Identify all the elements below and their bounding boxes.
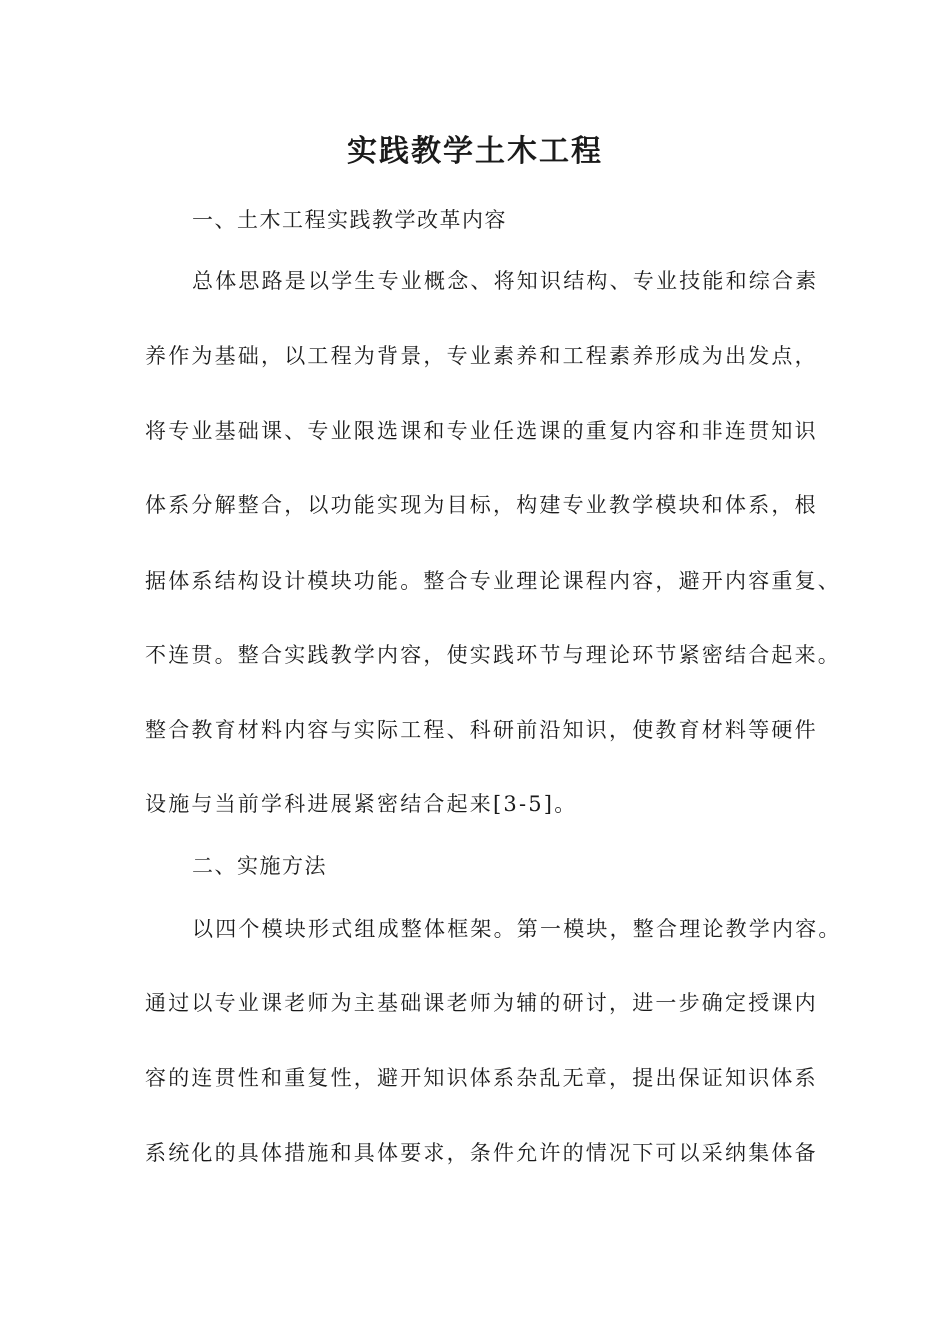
paragraph-line: 整合教育材料内容与实际工程、科研前沿知识，使教育材料等硬件 bbox=[145, 718, 818, 742]
paragraph-line: 以四个模块形式组成整体框架。第一模块，整合理论教学内容。 bbox=[192, 917, 842, 941]
paragraph-line: 通过以专业课老师为主基础课老师为辅的研讨，进一步确定授课内 bbox=[145, 991, 818, 1015]
document-title: 实践教学土木工程 bbox=[347, 134, 603, 169]
paragraph-line: 不连贯。整合实践教学内容，使实践环节与理论环节紧密结合起来。 bbox=[145, 643, 841, 667]
paragraph-line: 设施与当前学科进展紧密结合起来[3-5]。 bbox=[145, 792, 578, 816]
paragraph-line: 体系分解整合，以功能实现为目标，构建专业教学模块和体系，根 bbox=[145, 493, 818, 517]
paragraph-line: 据体系结构设计模块功能。整合专业理论课程内容，避开内容重复、 bbox=[145, 569, 841, 593]
paragraph-line: 总体思路是以学生专业概念、将知识结构、专业技能和综合素 bbox=[192, 269, 819, 293]
paragraph-line: 系统化的具体措施和具体要求，条件允许的情况下可以采纳集体备 bbox=[145, 1141, 818, 1165]
paragraph-line: 将专业基础课、专业限选课和专业任选课的重复内容和非连贯知识 bbox=[145, 419, 818, 443]
paragraph-line: 养作为基础，以工程为背景，专业素养和工程素养形成为出发点， bbox=[145, 344, 818, 368]
paragraph-line: 容的连贯性和重复性，避开知识体系杂乱无章，提出保证知识体系 bbox=[145, 1066, 818, 1090]
section-heading-2: 二、实施方法 bbox=[192, 854, 327, 878]
section-heading-1: 一、土木工程实践教学改革内容 bbox=[192, 208, 507, 232]
